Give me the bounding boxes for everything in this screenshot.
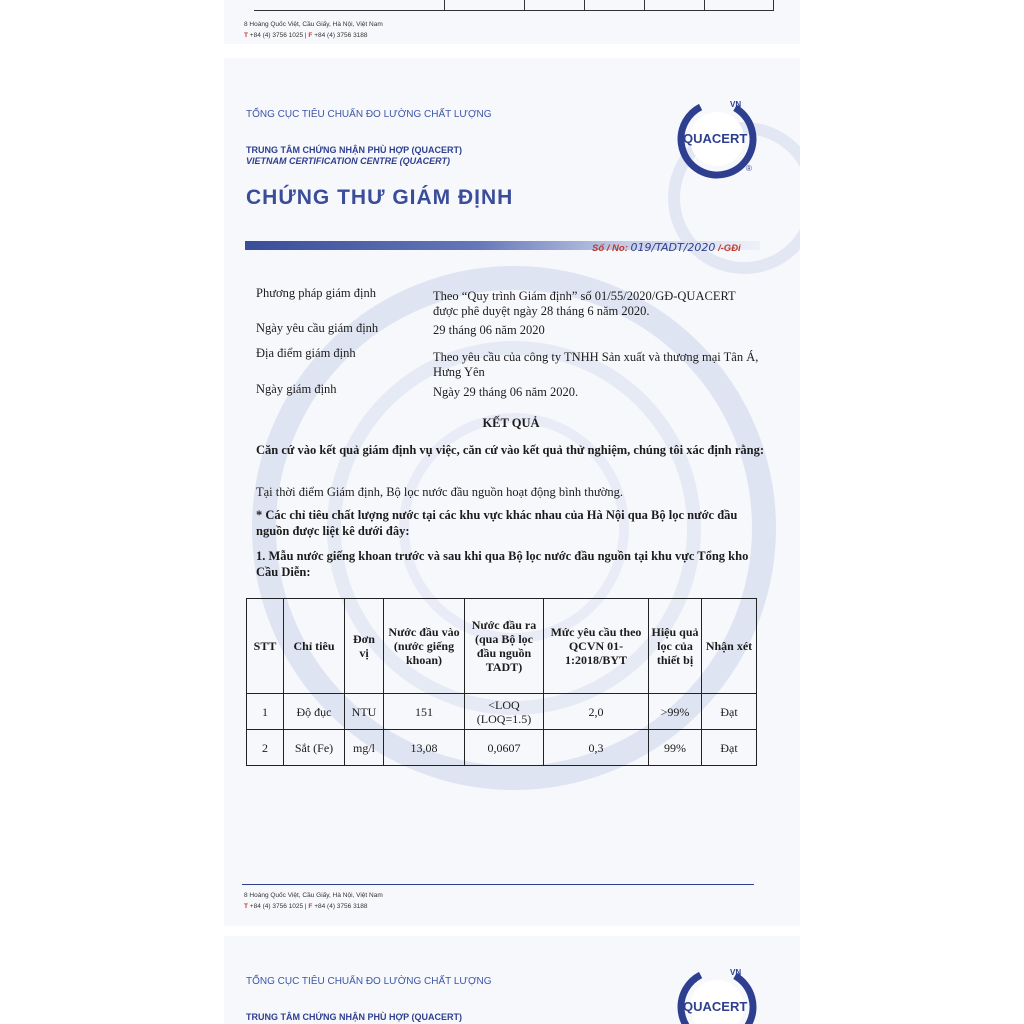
header-criteria: Chỉ tiêu bbox=[284, 599, 345, 694]
centre-name-vi: TRUNG TÂM CHỨNG NHẬN PHÙ HỢP (QUACERT) bbox=[246, 145, 462, 155]
info-label-location: Địa điểm giám định bbox=[256, 346, 356, 360]
cell-requirement: 0,3 bbox=[544, 730, 649, 766]
fax-label: F bbox=[308, 903, 313, 910]
footer-rule bbox=[242, 884, 754, 885]
footer-address: 8 Hoàng Quốc Việt, Cầu Giấy, Hà Nội, Việt Nam bbox=[244, 21, 383, 28]
cell-output: 0,0607 bbox=[465, 730, 544, 766]
fax-label: F bbox=[308, 32, 313, 39]
cell-unit: NTU bbox=[345, 694, 384, 730]
footer-address: 8 Hoàng Quốc Việt, Cầu Giấy, Hà Nội, Việt Nam bbox=[244, 892, 383, 899]
phone-number: +84 (4) 3756 1025 bbox=[249, 32, 304, 39]
cell-requirement: 2,0 bbox=[544, 694, 649, 730]
logo-text: QUACERT bbox=[683, 131, 748, 146]
cell-input: 151 bbox=[384, 694, 465, 730]
logo-text: QUACERT bbox=[683, 999, 748, 1014]
agency-name: TỔNG CỤC TIÊU CHUẨN ĐO LƯỜNG CHẤT LƯỢNG bbox=[246, 109, 492, 120]
table-fragment bbox=[254, 0, 774, 11]
certificate-page bbox=[224, 58, 800, 926]
header-output: Nước đầu ra (qua Bộ lọc đầu nguồn TADT) bbox=[465, 599, 544, 694]
cell-efficiency: >99% bbox=[649, 694, 702, 730]
cell-remark: Đạt bbox=[702, 730, 757, 766]
result-paragraph-3: * Các chỉ tiêu chất lượng nước tại các khu vực khác nhau của Hà Nội qua Bộ lọc nước đầu nguồn được liệt kê dưới đây: bbox=[256, 508, 738, 538]
phone-label: T bbox=[244, 903, 248, 910]
fax-number: +84 (4) 3756 3188 bbox=[314, 32, 368, 39]
info-value-method: Theo “Quy trình Giám định” số 01/55/2020/GĐ-QUACERT được phê duyệt ngày 28 tháng 6 năm 2020. bbox=[433, 289, 736, 318]
info-label-method: Phương pháp giám định bbox=[256, 286, 376, 300]
cell-criteria: Sắt (Fe) bbox=[284, 730, 345, 766]
info-label-date: Ngày giám định bbox=[256, 382, 337, 396]
cell-remark: Đạt bbox=[702, 694, 757, 730]
header-unit: Đơn vị bbox=[345, 599, 384, 694]
results-table bbox=[246, 598, 757, 766]
number-label: Số / No: bbox=[592, 243, 628, 254]
cell-criteria: Độ đục bbox=[284, 694, 345, 730]
result-paragraph-4: 1. Mẫu nước giếng khoan trước và sau khi qua Bộ lọc nước đầu nguồn tại khu vực Tổng kho Cầu Diễn: bbox=[256, 549, 749, 579]
cell-input: 13,08 bbox=[384, 730, 465, 766]
logo-vn: VN bbox=[730, 968, 742, 977]
table-header-row bbox=[247, 599, 757, 694]
info-value-request-date: 29 tháng 06 năm 2020 bbox=[433, 323, 545, 337]
cell-stt: 1 bbox=[247, 694, 284, 730]
cell-stt: 2 bbox=[247, 730, 284, 766]
document-number bbox=[592, 241, 741, 254]
logo-vn: VN bbox=[730, 100, 742, 109]
info-value-location: Theo yêu cầu của công ty TNHH Sản xuất và thương mại Tân Á, Hưng Yên bbox=[433, 350, 759, 379]
previous-page-fragment bbox=[224, 0, 800, 44]
document-title: CHỨNG THƯ GIÁM ĐỊNH bbox=[246, 186, 514, 209]
quacert-logo bbox=[676, 966, 758, 1024]
result-heading: KẾT QUẢ bbox=[482, 416, 540, 430]
phone-label: T bbox=[244, 32, 248, 39]
header-stt: STT bbox=[247, 599, 284, 694]
footer-contact: T +84 (4) 3756 1025 | F +84 (4) 3756 3188 bbox=[244, 903, 368, 910]
cell-output: <LOQ (LOQ=1.5) bbox=[465, 694, 544, 730]
header-efficiency: Hiệu quả lọc của thiết bị bbox=[649, 599, 702, 694]
cell-efficiency: 99% bbox=[649, 730, 702, 766]
header-input: Nước đầu vào (nước giếng khoan) bbox=[384, 599, 465, 694]
next-page-fragment bbox=[224, 936, 800, 1024]
table-row bbox=[247, 730, 757, 766]
fax-number: +84 (4) 3756 3188 bbox=[314, 903, 368, 910]
number-suffix: /-GĐi bbox=[718, 243, 741, 254]
centre-name-vi: TRUNG TÂM CHỨNG NHẬN PHÙ HỢP (QUACERT) bbox=[246, 1012, 462, 1022]
result-paragraph-2: Tại thời điểm Giám định, Bộ lọc nước đầu nguồn hoạt động bình thường. bbox=[256, 485, 624, 499]
table-row bbox=[247, 694, 757, 730]
info-label-request-date: Ngày yêu cầu giám định bbox=[256, 321, 379, 335]
phone-number: +84 (4) 3756 1025 bbox=[249, 903, 304, 910]
quacert-logo bbox=[676, 98, 758, 180]
footer-contact: T +84 (4) 3756 1025 | F +84 (4) 3756 3188 bbox=[244, 32, 368, 39]
result-paragraph-1: Căn cứ vào kết quả giám định vụ việc, căn cứ vào kết quả thử nghiệm, chúng tôi xác định rằng: bbox=[256, 443, 764, 457]
header-remark: Nhận xét bbox=[702, 599, 757, 694]
logo-registered: ® bbox=[746, 164, 752, 173]
agency-name: TỔNG CỤC TIÊU CHUẨN ĐO LƯỜNG CHẤT LƯỢNG bbox=[246, 976, 492, 987]
centre-name-en: VIETNAM CERTIFICATION CENTRE (QUACERT) bbox=[246, 156, 450, 166]
number-handwritten: 019/TADT/2020 bbox=[630, 241, 716, 254]
info-value-date: Ngày 29 tháng 06 năm 2020. bbox=[433, 385, 579, 399]
cell-unit: mg/l bbox=[345, 730, 384, 766]
header-requirement: Mức yêu cầu theo QCVN 01-1:2018/BYT bbox=[544, 599, 649, 694]
